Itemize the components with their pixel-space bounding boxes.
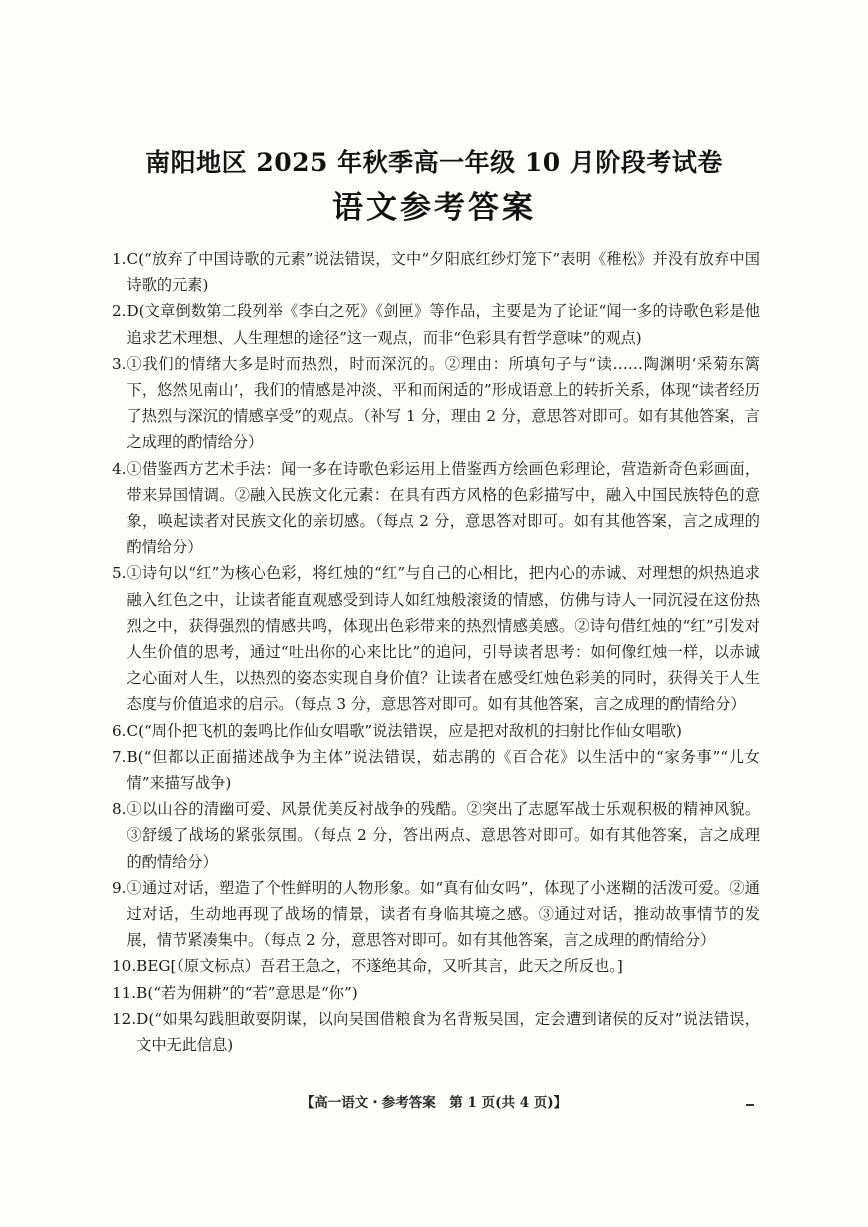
document-subtitle: 语文参考答案 — [332, 190, 536, 226]
answer-item — [112, 1006, 760, 1058]
answer-item — [112, 351, 760, 456]
answer-number: 9. — [112, 878, 127, 897]
answer-text: ①通过对话，塑造了个性鲜明的人物形象。如“真有仙女吗”，体现了小迷糊的活泼可爱。②通过对话，生动地再现了战场的情景，读者有身临其境之感。③通过对话，推动故事情节的发展，情节紧凑集中。（每点 2 分，意思答对即可。如有其他答案，言之成理的酌情给分） — [126, 878, 760, 950]
answer-number: 3. — [112, 354, 127, 373]
answer-number: 4. — [112, 459, 127, 478]
answer-text: ①以山谷的清幽可爱、风景优美反衬战争的残酷。②突出了志愿军战士乐观积极的精神风貌。③舒缓了战场的紧张氛围。（每点 2 分，答出两点、意思答对即可。如有其他答案，言之成理的酌情给分） — [126, 800, 760, 871]
exam-title: 南阳地区 2025 年秋季高一年级 10 月阶段考试卷 — [145, 148, 723, 177]
answer-item — [112, 953, 760, 979]
answer-text: ①借鉴西方艺术手法：闻一多在诗歌色彩运用上借鉴西方绘画色彩理论，营造新奇色彩画面，带来异国情调。②融入民族文化元素：在具有西方风格的色彩描写中，融入中国民族特色的意象，唤起读者对民族文化的亲切感。（每点 2 分，意思答对即可。如有其他答案，言之成理的酌情给分） — [126, 459, 760, 557]
answer-item — [112, 298, 760, 350]
answer-number: 6. — [112, 721, 127, 740]
answer-number: 11. — [112, 983, 137, 1002]
answer-text: ①我们的情绪大多是时而热烈，时而深沉的。②理由：所填句子与“读……陶渊明‘采菊东篱下，悠然见南山’，我们的情感是冲淡、平和而闲适的”形成语意上的转折关系，体现“读者经历了热烈与深沉的情感享受”的观点。（补写 1 分，理由 2 分，意思答对即可。如有其他答案，言之成理的酌情给分） — [126, 354, 760, 452]
answer-item — [112, 980, 760, 1006]
answer-item — [112, 744, 760, 796]
answer-item — [112, 718, 760, 744]
page-footer: 【高一语文・参考答案 第 1 页(共 4 页)】 — [300, 1095, 568, 1111]
scan-mark — [746, 1104, 754, 1106]
answer-number: 5. — [112, 564, 127, 583]
answer-item — [112, 796, 760, 875]
answer-item — [112, 456, 760, 561]
answer-number: 8. — [112, 800, 127, 819]
answer-text: ①诗句以“红”为核心色彩，将红烛的“红”与自己的心相比，把内心的赤诚、对理想的炽热追求融入红色之中，让读者能直观感受到诗人如红烛般滚烫的情感，仿佛与诗人一同沉浸在这份热烈之中，获得强烈的情感共鸣，体现出色彩带来的热烈情感美感。②诗句借红烛的“红”引发对人生价值的思考，通过“吐出你的心来比比”的追问，引导读者思考：如何像红烛一样，以赤诚之心面对人生，以热烈的姿态实现自身价值？让读者在感受红烛色彩美的同时，获得关于人生态度与价值追求的启示。（每点 3 分，意思答对即可。如有其他答案，言之成理的酌情给分） — [126, 564, 760, 714]
answer-number: 1. — [112, 250, 127, 268]
answer-text: C(“周仆把飞机的轰鸣比作仙女唱歌”说法错误，应是把对敌机的扫射比作仙女唱歌) — [126, 721, 682, 740]
answer-text: BEG[（原文标点）吾君王急之，不遂绝其命，又听其言，此天之所反也。] — [136, 957, 623, 976]
answer-number: 10. — [112, 957, 137, 976]
answer-text: D(“如果勾践胆敢耍阴谋，以向吴国借粮食为名背叛吴国，定会遭到诸侯的反对”说法错误，文中无此信息) — [136, 1009, 760, 1055]
answer-list — [112, 246, 760, 1058]
answer-item — [112, 246, 760, 298]
answer-number: 7. — [112, 747, 127, 766]
answer-item — [112, 560, 760, 717]
answer-item — [112, 875, 760, 954]
answer-number: 2. — [112, 302, 127, 321]
answer-text: D(文章倒数第二段列举《李白之死》《剑匣》等作品，主要是为了论证“闻一多的诗歌色彩是他追求艺术理想、人生理想的途径”这一观点，而非“色彩具有哲学意味”的观点) — [126, 302, 760, 347]
answer-text: B(“若为佣耕”的“若”意思是“你”) — [136, 983, 358, 1002]
answer-number: 12. — [112, 1009, 137, 1028]
answer-text: B(“但都以正面描述战争为主体”说法错误，茹志鹃的《百合花》以生活中的“家务事”“儿女情”来描写战争) — [126, 747, 760, 793]
answer-text: C(“放弃了中国诗歌的元素”说法错误，文中“夕阳底红纱灯笼下”表明《稚松》并没有放弃中国诗歌的元素) — [126, 250, 760, 295]
